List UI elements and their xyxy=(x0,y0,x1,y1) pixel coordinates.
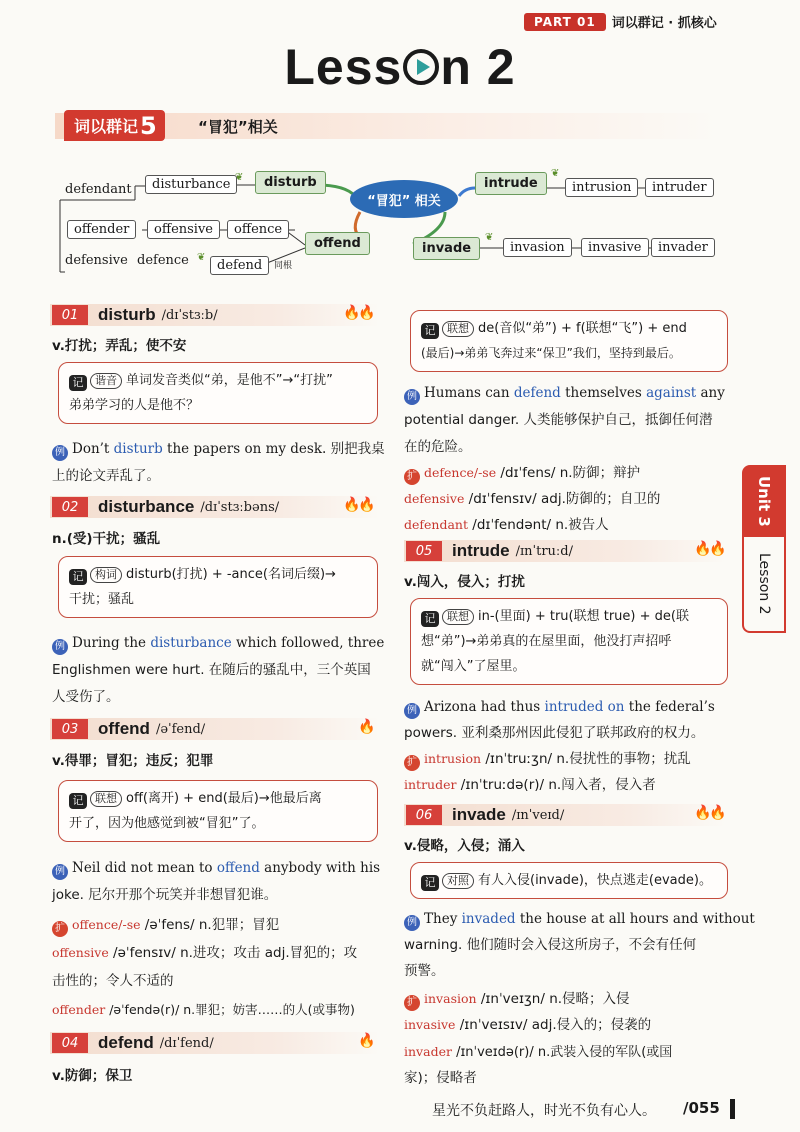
lesson-word-a: Less xyxy=(284,39,403,95)
tip-text: 有人入侵(invade)，快点逃走(evade)。 xyxy=(478,873,712,888)
mm-invasion: invasion xyxy=(503,238,572,257)
memory-icon: 记 xyxy=(69,793,87,809)
leaf-icon: ❦ xyxy=(551,168,560,179)
example-icon: 例 xyxy=(404,915,420,931)
entry-02-head xyxy=(52,496,279,518)
difficulty-flames-icon: 🔥 xyxy=(358,1033,374,1049)
entry-05-head xyxy=(406,540,573,562)
phonetic: /dɪˈstɜːb/ xyxy=(161,307,218,323)
entry-number: 01 xyxy=(52,305,88,325)
mm-center: “冒犯” 相关 xyxy=(350,180,458,218)
phonetic: /əˈfend/ xyxy=(155,721,206,737)
tip-tag: 构词 xyxy=(90,567,122,583)
lesson-number: 2 xyxy=(486,39,516,95)
extension-icon: 扩 xyxy=(52,921,68,937)
example-line: 例 Don’t disturb the papers on my desk. 别把我桌 xyxy=(52,436,385,462)
tip-tag: 联想 xyxy=(442,609,474,625)
example-icon: 例 xyxy=(404,703,420,719)
part-title: 词以群记 · 抓核心 xyxy=(611,16,717,31)
example-icon: 例 xyxy=(404,389,420,405)
side-tab[interactable] xyxy=(742,465,786,633)
example-line: 例 They invaded the house at all hours and without xyxy=(404,906,755,932)
mm-offender: offender xyxy=(67,220,136,239)
extension-line: defendant /dɪˈfendənt/ n.被告人 xyxy=(404,517,609,533)
mm-defensive: defensive xyxy=(65,253,128,268)
tip-text: 开了，因为他感觉到被“冒犯”了。 xyxy=(69,816,265,831)
extension-icon: 扩 xyxy=(404,755,420,771)
extension-line: offender /əˈfendə(r)/ n.罪犯；妨害……的人(或事物) xyxy=(52,1002,355,1017)
extension-line: 扩 offence/-se /əˈfens/ n.犯罪；冒犯 xyxy=(52,912,279,938)
mm-offend: offend xyxy=(305,232,370,255)
extension-line: defensive /dɪˈfensɪv/ adj.防御的；自卫的 xyxy=(404,491,661,507)
memory-icon: 记 xyxy=(69,569,87,585)
phonetic: /dɪˈfend/ xyxy=(159,1035,214,1051)
mm-offence: offence xyxy=(227,220,289,239)
header-tag xyxy=(524,12,717,31)
mm-offensive: offensive xyxy=(147,220,220,239)
entry-number: 04 xyxy=(52,1033,88,1053)
lesson-title xyxy=(0,38,800,96)
tip-text: 单词发音类似“弟，是他不”→“打扰” xyxy=(126,373,333,388)
part-badge: PART 01 xyxy=(524,13,606,31)
memory-icon: 记 xyxy=(421,611,439,627)
page-number: /055 xyxy=(683,1099,720,1117)
mm-defend-tag: 同根 xyxy=(274,261,293,271)
tip-text: off(离开) + end(最后)→他最后离 xyxy=(126,791,322,806)
example-icon: 例 xyxy=(52,639,68,655)
footer-motto: 星光不负赶路人，时光不负有心人。 xyxy=(432,1103,656,1119)
entry-01-head xyxy=(52,304,218,326)
section-number: 5 xyxy=(140,111,157,140)
section-label: 词以群记 xyxy=(74,117,139,136)
headword: defend xyxy=(98,1033,154,1052)
extension-line: 家)；侵略者 xyxy=(404,1070,477,1086)
entry-number: 06 xyxy=(406,805,442,825)
mm-invade: invade xyxy=(413,237,480,260)
extension-line: offensive /əˈfensɪv/ n.进攻；攻击 adj.冒犯的；攻 xyxy=(52,945,358,961)
extension-line: 扩 invasion /ɪnˈveɪʒn/ n.侵略；入侵 xyxy=(404,986,630,1012)
mind-map xyxy=(55,160,725,285)
example-line: powers. 亚利桑那州因此侵犯了联邦政府的权力。 xyxy=(404,725,705,741)
extension-line: 扩 intrusion /ɪnˈtruːʒn/ n.侵扰性的事物；扰乱 xyxy=(404,746,691,772)
leaf-icon: ❦ xyxy=(235,172,244,183)
entry-number: 05 xyxy=(406,541,442,561)
example-line: potential danger. 人类能够保护自己，抵御任何潜 xyxy=(404,412,713,428)
mm-disturbance: disturbance xyxy=(145,175,237,194)
section-topic: “冒犯”相关 xyxy=(198,118,278,136)
entry-04-head xyxy=(52,1032,214,1054)
headword: offend xyxy=(98,719,150,738)
example-icon: 例 xyxy=(52,445,68,461)
entry-06-head xyxy=(406,804,564,826)
side-tab-lesson: Lesson 2 xyxy=(742,537,786,633)
tip-text: 就“闯入”了屋里。 xyxy=(421,659,526,674)
tip-tag: 谐音 xyxy=(90,373,122,389)
extension-icon: 扩 xyxy=(404,995,420,1011)
tip-text: 干扰；骚乱 xyxy=(69,592,135,607)
entry-number: 03 xyxy=(52,719,88,739)
example-line: 人受伤了。 xyxy=(52,689,120,705)
entry-number: 02 xyxy=(52,497,88,517)
mm-invader: invader xyxy=(651,238,715,257)
difficulty-flames-icon: 🔥🔥 xyxy=(343,305,374,321)
example-line: 例 Neil did not mean to offend anybody with his xyxy=(52,855,380,881)
memory-icon: 记 xyxy=(69,375,87,391)
mm-intrusion: intrusion xyxy=(565,178,638,197)
definition: v.得罪；冒犯；违反；犯罪 xyxy=(52,753,214,769)
definition: v.防御；保卫 xyxy=(52,1068,133,1084)
extension-icon: 扩 xyxy=(404,469,420,485)
memory-tip xyxy=(410,862,728,899)
example-line: warning. 他们随时会入侵这所房子，不会有任何 xyxy=(404,937,697,953)
memory-icon: 记 xyxy=(421,323,439,339)
phonetic: /ɪnˈveɪd/ xyxy=(511,807,565,823)
entry-03-head xyxy=(52,718,205,740)
extension-line: invasive /ɪnˈveɪsɪv/ adj.侵入的；侵袭的 xyxy=(404,1017,652,1033)
tip-tag: 联想 xyxy=(442,321,474,337)
mm-invasive: invasive xyxy=(581,238,649,257)
difficulty-flames-icon: 🔥🔥 xyxy=(343,497,374,513)
side-tab-unit: Unit 3 xyxy=(742,465,786,537)
tip-text: 弟弟学习的人是他不？ xyxy=(69,398,200,413)
extension-line: intruder /ɪnˈtruːdə(r)/ n.闯入者，侵入者 xyxy=(404,777,656,793)
extension-line: invader /ɪnˈveɪdə(r)/ n.武装入侵的军队(或国 xyxy=(404,1044,673,1060)
phonetic: /dɪˈstɜːbəns/ xyxy=(200,499,280,515)
leaf-icon: ❦ xyxy=(485,232,494,243)
memory-tip xyxy=(410,598,728,685)
memory-tip xyxy=(58,556,378,618)
difficulty-flames-icon: 🔥🔥 xyxy=(694,805,725,821)
tip-text: (最后)→弟弟飞奔过来“保卫”我们，坚持到最后。 xyxy=(421,346,681,360)
example-icon: 例 xyxy=(52,864,68,880)
example-line: 例 During the disturbance which followed, three xyxy=(52,630,384,656)
example-line: 例 Humans can defend themselves against any xyxy=(404,380,725,406)
difficulty-flames-icon: 🔥 xyxy=(358,719,374,735)
memory-tip xyxy=(58,362,378,424)
tip-text: 想“弟”)→弟弟真的在屋里面，他没打声招呼 xyxy=(421,634,672,649)
headword: intrude xyxy=(452,541,510,560)
headword: disturb xyxy=(98,305,156,324)
definition: v.侵略，入侵；涌入 xyxy=(404,838,525,854)
mm-intrude: intrude xyxy=(475,172,547,195)
memory-icon: 记 xyxy=(421,875,439,891)
headword: invade xyxy=(452,805,506,824)
example-line: 上的论文弄乱了。 xyxy=(52,468,160,484)
phonetic: /ɪnˈtruːd/ xyxy=(515,543,573,559)
mm-disturb: disturb xyxy=(255,171,326,194)
tip-tag: 对照 xyxy=(442,873,474,889)
extension-line: 击性的；令人不适的 xyxy=(52,973,174,989)
example-line: joke. 尼尔开那个玩笑并非想冒犯谁。 xyxy=(52,887,278,903)
difficulty-flames-icon: 🔥🔥 xyxy=(694,541,725,557)
mm-intruder: intruder xyxy=(645,178,714,197)
page-bar xyxy=(730,1099,735,1119)
mm-defend: defend xyxy=(210,256,269,275)
mm-defence: defence xyxy=(137,253,189,268)
memory-tip xyxy=(410,310,728,372)
definition: n.(受)干扰；骚乱 xyxy=(52,531,161,547)
example-line: 预警。 xyxy=(404,963,445,979)
tip-text: disturb(打扰) + -ance(名词后缀)→ xyxy=(126,567,336,582)
memory-tip xyxy=(58,780,378,842)
example-line: 在的危险。 xyxy=(404,439,472,455)
example-line: 例 Arizona had thus intruded on the federal’s xyxy=(404,694,715,720)
section-badge xyxy=(64,110,165,141)
example-line: Englishmen were hurt. 在随后的骚乱中，三个英国 xyxy=(52,662,371,678)
leaf-icon: ❦ xyxy=(197,252,206,263)
tip-text: in-(里面) + tru(联想 true) + de(联 xyxy=(478,609,689,624)
headword: disturbance xyxy=(98,497,195,516)
definition: v.闯入，侵入；打扰 xyxy=(404,574,525,590)
definition: v.打扰；弄乱；使不安 xyxy=(52,338,187,354)
lesson-word-b: n xyxy=(440,39,472,95)
mm-defendant: defendant xyxy=(65,182,132,197)
extension-line: 扩 defence/-se /dɪˈfens/ n.防御；辩护 xyxy=(404,460,640,486)
tip-tag: 联想 xyxy=(90,791,122,807)
tip-text: de(音似“弟”) + f(联想“飞”) + end xyxy=(478,321,687,336)
play-icon[interactable] xyxy=(403,49,439,85)
